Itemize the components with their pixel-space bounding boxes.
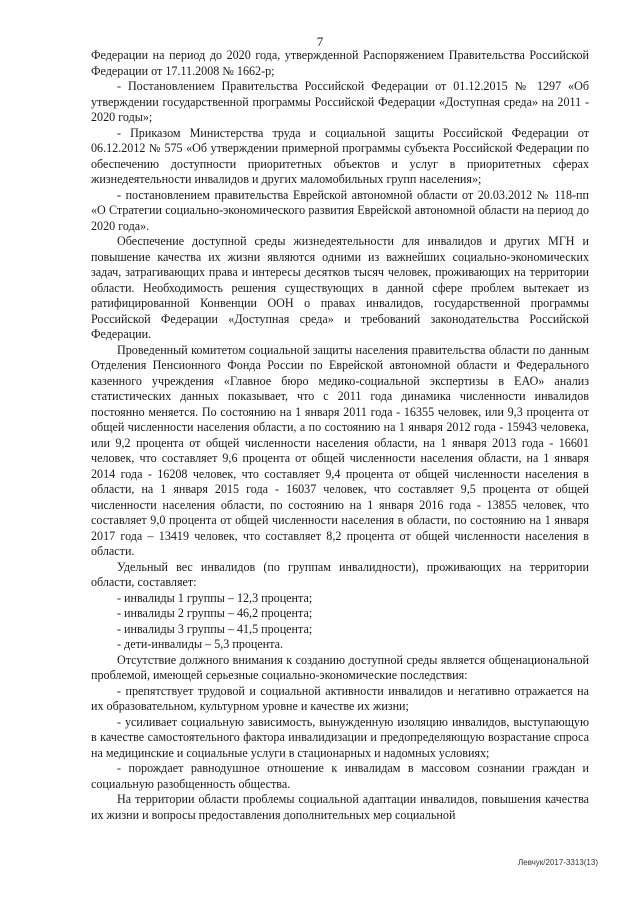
paragraph-list-item: - постановлением правительства Еврейской автономной области от 20.03.2012 № 118-пп «О Стратегии социально-экономического развития Еврейской автономной области на период до 2020 года». xyxy=(91,187,589,233)
body-text xyxy=(91,48,589,823)
paragraph: Отсутствие должного внимания к созданию доступной среды является общенациональной проблемой, имеющей серьезные социально-экономические последствия: xyxy=(91,652,589,682)
paragraph: На территории области проблемы социальной адаптации инвалидов, повышения качества их жизни и вопросы предоставления дополнительных мер социальной xyxy=(91,792,589,822)
paragraph-list-item: - инвалиды 1 группы – 12,3 процента; xyxy=(117,590,313,605)
paragraph-list-item: - порождает равнодушное отношение к инвалидам в массовом сознании граждан и социальную разобщенность общества. xyxy=(91,761,589,791)
page-number: 7 xyxy=(316,34,324,49)
paragraph-list-item: - Постановлением Правительства Российской Федерации от 01.12.2015 № 1297 «Об утверждении государственной программы Российской Федерации «Доступная среда» на 2011 - 2020 годы»; xyxy=(91,79,589,124)
paragraph: Обеспечение доступной среды жизнедеятельности для инвалидов и других МГН и повышение качества их жизни являются одними из важнейших социально-экономических задач, затрагивающих права и интересы десятков тысяч человек, проживающих на территории области. Необходимость решения существующих в данной сфере проблем вытекает из ратифицированной Конвенции ООН о правах инвалидов, государственной программы Российской Федерации «Доступная среда» и требований законодательства Российской Федерации. xyxy=(91,234,589,341)
paragraph-list-item: - инвалиды 3 группы – 41,5 процента; xyxy=(117,621,313,636)
paragraph: Проведенный комитетом социальной защиты населения правительства области по данным Отделения Пенсионного Фонда России по Еврейской автономной области и Федерального казенного учреждения «Главное бюро медико-социальной экспертизы в ЕАО» анализ статистических данных показывает, что с 2011 года динамика численности инвалидов постоянно меняется. По состоянию на 1 января 2011 года - 16355 человек, или 9,3 процента от общей численности населения области, а по состоянию на 1 января 2012 года - 15943 человека, или 9,2 процента от общей численности населения области, на 1 января 2013 года - 16601 человек, что составляет 9,6 процента от общей численности населения области, на 1 января 2014 года - 16208 человек, что составляет 9,4 процента от общей численности населения в области, на 1 января 2015 года - 16037 человек, что составляет 9,5 процента от общей численности населения области, по состоянию на 1 января 2016 года - 13855 человек, что составляет 9,0 процента от общей численности населения в области, по состоянию на 1 января 2017 года – 13419 человек, что составляет 8,2 процента от общей численности населения в области. xyxy=(91,342,589,558)
paragraph-list-item: - усиливает социальную зависимость, вынужденную изоляцию инвалидов, выступающую в качестве самостоятельного фактора инвалидизации и предопределяющую возрастание спроса на медицинские и социальные услуги в стационарных и надомных условиях; xyxy=(91,714,589,760)
paragraph-list-item: - препятствует трудовой и социальной активности инвалидов и негативно отражается на их образовательном, культурном уровне и качестве их жизни; xyxy=(91,683,589,713)
footer-document-code: Левчук/2017-3313(13) xyxy=(518,858,598,867)
paragraph-list-item: - инвалиды 2 группы – 46,2 процента; xyxy=(117,606,313,620)
paragraph-list-item: - дети-инвалиды – 5,3 процента. xyxy=(117,637,284,651)
paragraph-list-item: - Приказом Министерства труда и социальной защиты Российской Федерации от 06.12.2012 № 575 «Об утверждении примерной программы субъекта Российской Федерации по обеспечению доступности приоритетных объектов и услуг в приоритетных сферах жизнедеятельности инвалидов и других маломобильных групп населения»; xyxy=(91,125,589,186)
paragraph: Удельный вес инвалидов (по группам инвалидности), проживающих на территории области, составляет: xyxy=(91,559,589,589)
paragraph-continuation: Федерации на период до 2020 года, утвержденной Распоряжением Правительства Российской Федерации от 17.11.2008 № 1662-р; xyxy=(91,48,589,78)
